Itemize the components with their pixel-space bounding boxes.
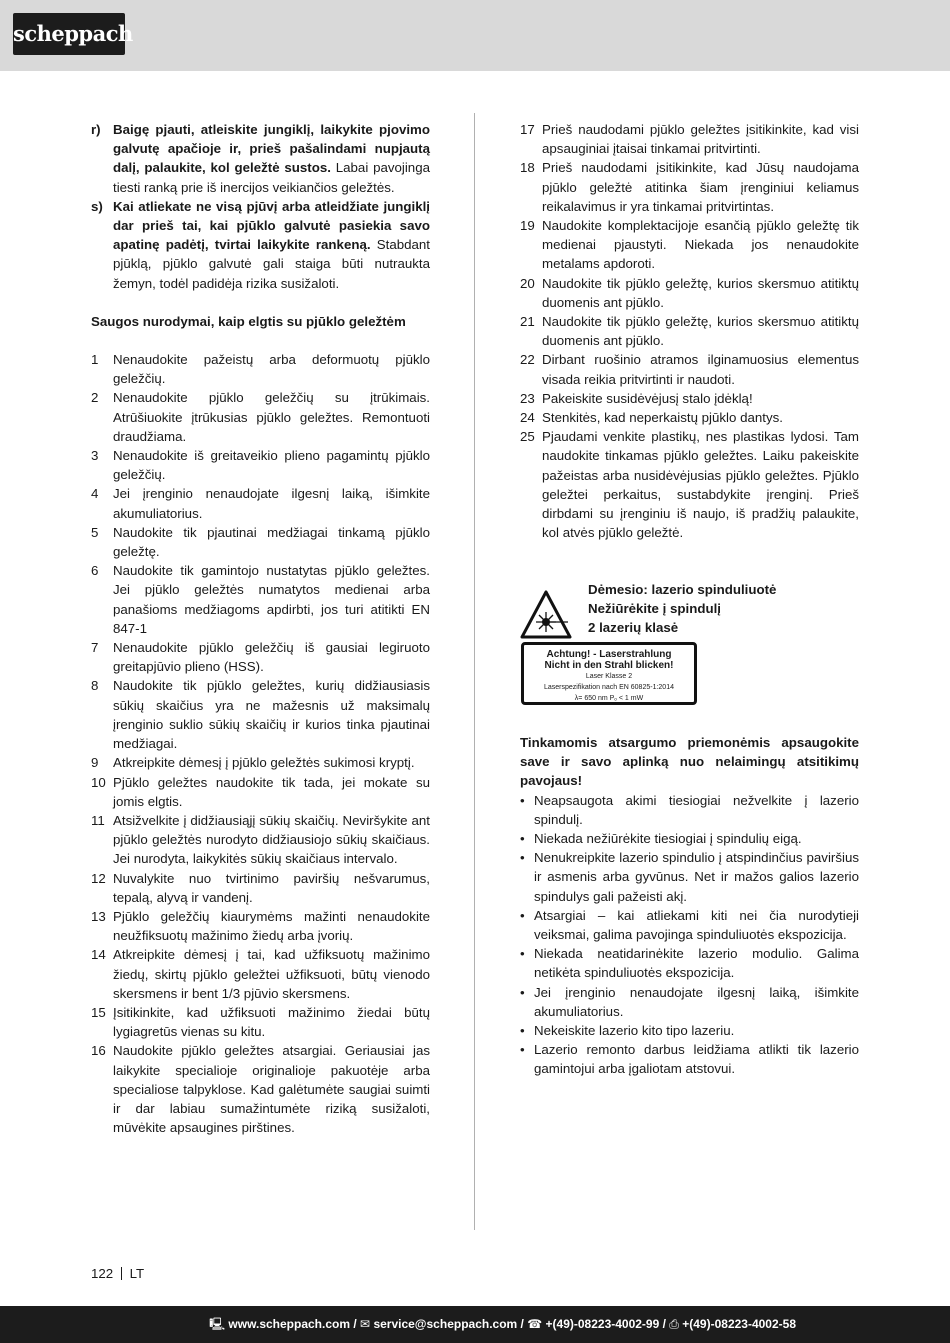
- numbered-item: [520, 216, 859, 274]
- item-text: Jei įrenginio nenaudojate ilgesnį laiką, išimkite akumuliatorius.: [113, 486, 430, 521]
- numbered-item: [91, 484, 430, 522]
- item-number: 5: [91, 524, 99, 540]
- numbered-item: [520, 389, 859, 408]
- bullet-item: [520, 829, 859, 848]
- bullet-item: [520, 848, 859, 906]
- numbered-item: [91, 1041, 430, 1137]
- item-number: 13: [91, 908, 106, 924]
- item-number: 20: [520, 275, 535, 291]
- item-number: 22: [520, 352, 535, 368]
- phone-icon: ☎: [527, 1317, 543, 1331]
- item-text: [113, 197, 430, 293]
- item-number: 24: [520, 410, 535, 426]
- bullet-text: Nekeiskite lazerio kito tipo lazeriu.: [534, 1023, 735, 1039]
- bullet-dot: •: [520, 850, 525, 866]
- numbered-item: [91, 638, 430, 676]
- item-text: Atsižvelkite į didžiausiąjį sūkių skaičių. Neviršykite ant pjūklo geležtės nurodyto didžiausiojo sūkių skaičiaus. Jei nurodyta, laikykitės sūkių skaičiaus intervalo.: [113, 812, 430, 867]
- email-link[interactable]: service@scheppach.com /: [373, 1317, 524, 1331]
- item-text: Nenaudokite iš greitaveikio plieno pagamintų pjūklo geležčių.: [113, 448, 430, 483]
- item-number: 7: [91, 640, 99, 656]
- section-title: Saugos nurodymai, kaip elgtis su pjūklo geležtėm: [91, 313, 406, 329]
- item-number: 19: [520, 218, 535, 234]
- bullet-dot: •: [520, 1042, 525, 1058]
- label-line-1: Achtung! - Laserstrahlung: [546, 649, 672, 660]
- mail-icon: ✉: [360, 1317, 371, 1331]
- numbered-list-left: [91, 350, 430, 1137]
- item-text: Nenaudokite pjūklo geležčių su įtrūkimais. Atrūšiuokite įtrūkusias pjūklo geležtes. Remontuoti draudžiama.: [113, 390, 430, 444]
- item-number: 10: [91, 774, 106, 790]
- phone-number[interactable]: +(49)-08223-4002-99 /: [545, 1317, 666, 1331]
- protection-section: [520, 733, 859, 1079]
- item-text: Naudokite tik pjūklo geležtes, kurių didžiausiasis sūkių skaičius yra ne mažesnis už maksimalų įrenginio suklio sūkių skaičių ir kurios tinka pjautinai medžiagai.: [113, 678, 430, 752]
- numbered-item: [91, 1003, 430, 1041]
- item-mark: r): [91, 122, 101, 137]
- item-number: 6: [91, 563, 99, 579]
- numbered-item: [520, 427, 859, 542]
- label-line-3: Laser Klasse 2: [585, 673, 633, 680]
- header-bar: [0, 0, 950, 71]
- numbered-item: [91, 676, 430, 753]
- item-plain-text: Stabdant pjūklą, pjūklo galvutė gali staiga būti nutraukta žemyn, todėl padidėja rizika susižaloti.: [113, 237, 430, 291]
- item-text: [113, 120, 430, 197]
- bullet-text: Lazerio remonto darbus leidžiama atlikti tik lazerio gamintojui arba įgaliotam atstovui.: [534, 1042, 859, 1077]
- bullet-dot: •: [520, 907, 525, 923]
- item-bold-text: Kai atliekate ne visą pjūvį arba atleidžiate jungiklį dar prieš tai, kai pjūklo galvutė pasiekia savo apatinę padėtį, tvirtai laikykite rankeną.: [113, 198, 430, 253]
- item-text: Pjūklo geležčių kiaurymėms mažinti nenaudokite neužfiksuotų mažinimo žiedų arba įvorių.: [113, 908, 430, 944]
- item-text: Naudokite tik pjūklo geležtę, kurios skersmuo atitiktų duomenis ant pjūklo.: [542, 275, 859, 310]
- item-number: 17: [520, 122, 535, 137]
- laser-class-label: [521, 642, 697, 705]
- item-number: 8: [91, 678, 99, 694]
- item-mark: s): [91, 198, 103, 214]
- warning-title: [588, 580, 848, 638]
- item-text: Nuvalykite nuo tvirtinimo paviršių nešvarumus, tepalą, alyvą ir vandenį.: [113, 870, 430, 905]
- fax-icon: ⎙: [669, 1317, 679, 1331]
- computer-icon: 🖳: [209, 1317, 226, 1331]
- bullet-text: Niekada neatidarinėkite lazerio modulio. Galima netikėta spinduliuotės ekspozicija.: [534, 946, 859, 981]
- label-line-5: λ= 650 nm Pₒ < 1 mW: [574, 695, 644, 702]
- numbered-item: [520, 274, 859, 312]
- item-text: Įsitikinkite, kad užfiksuoti mažinimo žiedai būtų lygiagretūs vienas su kitu.: [113, 1004, 430, 1040]
- bullet-dot: •: [520, 792, 525, 808]
- column-divider: [474, 113, 475, 1230]
- item-number: 12: [91, 870, 106, 886]
- bullet-item: [520, 791, 859, 829]
- item-number: 9: [91, 755, 99, 771]
- bullet-list: [520, 791, 859, 1079]
- bullet-item: [520, 1040, 859, 1078]
- website-link[interactable]: www.scheppach.com /: [228, 1317, 357, 1331]
- language-code: LT: [129, 1266, 145, 1281]
- separator: [121, 1267, 122, 1280]
- numbered-item: [91, 350, 430, 388]
- safety-item-r: [91, 120, 430, 197]
- numbered-item: [520, 312, 859, 350]
- item-text: Naudokite tik pjūklo geležtę, kurios skersmuo atitiktų duomenis ant pjūklo.: [542, 314, 859, 349]
- item-number: 2: [91, 390, 99, 406]
- item-number: 4: [91, 486, 99, 502]
- item-text: Pjaudami venkite plastikų, nes plastikas lydosi. Tam naudokite tinkamas pjūklo geležtes. Laiku pakeiskite pažeistas arba nusidėvėjusias pjūklo geležtes. Pjūklo geležtei perkaitus, sustabdykite įrenginį. Prieš dirbdami su įrenginiu iš naujo, iš pradžių palaukite, kol atvės pjūklo geležtė.: [542, 429, 859, 541]
- fax-number[interactable]: +(49)-08223-4002-58: [682, 1317, 796, 1331]
- numbered-item: [91, 945, 430, 1003]
- warning-line-1: Dėmesio: lazerio spinduliuotė: [588, 582, 777, 597]
- item-number: 15: [91, 1004, 106, 1020]
- bullet-item: [520, 983, 859, 1021]
- item-text: Nenaudokite pjūklo geležčių iš gausiai legiruoto greitapjūvio plieno (HSS).: [113, 640, 430, 675]
- item-number: 14: [91, 947, 106, 963]
- item-text: Nenaudokite pažeistų arba deformuotų pjūklo geležčių.: [113, 352, 430, 387]
- laser-warning: [520, 580, 860, 715]
- item-text: Naudokite tik pjautinai medžiagai tinkamą pjūklo geležtę.: [113, 524, 430, 560]
- bullet-dot: •: [520, 984, 525, 1000]
- item-number: 21: [520, 314, 535, 330]
- item-text: Atkreipkite dėmesį į pjūklo geležtės sukimosi kryptį.: [113, 755, 415, 771]
- warning-line-2: Nežiūrėkite į spindulį: [588, 601, 721, 617]
- numbered-item: [91, 753, 430, 772]
- numbered-item: [91, 773, 430, 811]
- bullet-text: Nenukreipkite lazerio spindulio į atspindinčius paviršius ir asmenis arba gyvūnus. Net ir mažos galios lazerio spindulys gali pažeisti akį.: [534, 850, 859, 904]
- item-number: 3: [91, 448, 99, 464]
- footer-contacts: [209, 1306, 796, 1343]
- bullet-text: Niekada nežiūrėkite tiesiogiai į spindulių eigą.: [534, 831, 802, 847]
- numbered-item: [520, 350, 859, 388]
- bullet-dot: •: [520, 1023, 525, 1039]
- item-number: 23: [520, 390, 535, 406]
- item-text: Naudokite komplektacijoje esančią pjūklo geležtę tik medienai pjaustyti. Niekada jos nenaudokite metalams apdoroti.: [542, 218, 859, 272]
- numbered-item: [520, 120, 859, 158]
- page-footer-number: [91, 1266, 144, 1281]
- numbered-item: [91, 561, 430, 638]
- numbered-item: [91, 869, 430, 907]
- item-text: Prieš naudodami įsitikinkite, kad Jūsų naudojama pjūklo geležtė atitinka šiam įrenginiui keliamus reikalavimus ir yra tinkamai pritvirtintas.: [542, 160, 859, 214]
- bullet-item: [520, 906, 859, 944]
- right-column: [520, 120, 859, 542]
- numbered-item: [91, 811, 430, 869]
- item-text: Dirbant ruošinio atramos ilginamuosius elementus visada reikia pritvirtinti ir naudoti.: [542, 352, 859, 387]
- numbered-item: [91, 388, 430, 446]
- bullet-text: Atsargiai – kai atliekami kiti nei čia nurodytieji veiksmai, galima pavojinga spinduliuotės ekspozicija.: [534, 907, 859, 943]
- item-text: Pakeiskite susidėvėjusį stalo įdėklą!: [542, 390, 753, 406]
- page-number: 122: [91, 1266, 114, 1281]
- item-number: 11: [91, 812, 105, 828]
- brand-logo[interactable]: scheppach: [13, 13, 125, 55]
- numbered-item: [91, 523, 430, 561]
- numbered-list-right: [520, 120, 859, 542]
- bullet-dot: •: [520, 946, 525, 962]
- item-text: Prieš naudodami pjūklo geležtes įsitikinkite, kad visi apsauginiai įtaisai tinkamai pritvirtinti.: [542, 122, 859, 157]
- item-text: Atkreipkite dėmesį į tai, kad užfiksuotų mažinimo žiedų, skirtų pjūklo geležtei užfiksuoti, būtų vienodo skersmens ir bent 1/3 pjūvio skersmens.: [113, 947, 430, 1001]
- left-column: [91, 120, 430, 1137]
- numbered-item: [520, 408, 859, 427]
- label-line-2: Nicht in den Strahl blicken!: [544, 660, 674, 671]
- item-number: 25: [520, 429, 535, 445]
- protection-title: Tinkamomis atsargumo priemonėmis apsaugokite save ir savo aplinką nuo nelaimingų atsitikimų pavojaus!: [520, 735, 859, 789]
- laser-warning-icon: [520, 590, 572, 640]
- item-text: Naudokite pjūklo geležtes atsargiai. Geriausiai jas laikykite specialioje originalioje pakuotėje arba specialiose talpyklose. Kad galėtumėte saugiai suimti ir dar labiau sumažintumėte riziką susižaloti, mūvėkite apsaugines pirštines.: [113, 1043, 430, 1136]
- item-number: 1: [91, 352, 99, 368]
- numbered-item: [520, 158, 859, 216]
- item-number: 18: [520, 160, 535, 176]
- item-text: Pjūklo geležtes naudokite tik tada, jei mokate su jomis elgtis.: [113, 774, 430, 809]
- bullet-item: [520, 944, 859, 982]
- label-line-4: Laserspezifikation nach EN 60825-1:2014: [544, 684, 674, 691]
- bullet-text: Jei įrenginio nenaudojate ilgesnį laiką, išimkite akumuliatorius.: [534, 984, 859, 1019]
- item-bold-text: Baigę pjauti, atleiskite jungiklį, laikykite pjovimo galvutę apačioje ir, prieš pašalindami nupjautą dalį, palaukite, kol geležtė sustos.: [113, 122, 430, 176]
- item-number: 16: [91, 1043, 106, 1059]
- warning-line-3: 2 lazerių klasė: [588, 620, 679, 636]
- bullet-text: Neapsaugota akimi tiesiogiai nežvelkite į lazerio spindulį.: [534, 792, 859, 827]
- numbered-item: [91, 446, 430, 484]
- numbered-item: [91, 907, 430, 945]
- safety-item-s: [91, 197, 430, 293]
- bullet-item: [520, 1021, 859, 1040]
- item-text: Stenkitės, kad neperkaistų pjūklo dantys.: [542, 410, 783, 426]
- item-text: Naudokite tik gamintojo nustatytas pjūklo geležtes. Jei pjūklo geležtės numatytos medienai arba panašioms medžiagoms apdirbti, jos turi atitikti EN 847-1: [113, 563, 430, 636]
- bullet-dot: •: [520, 831, 525, 847]
- item-plain-text: Labai pavojinga tiesti ranką prie iš inercijos veikiančios geležtės.: [113, 160, 430, 195]
- footer-bar: [0, 1306, 950, 1343]
